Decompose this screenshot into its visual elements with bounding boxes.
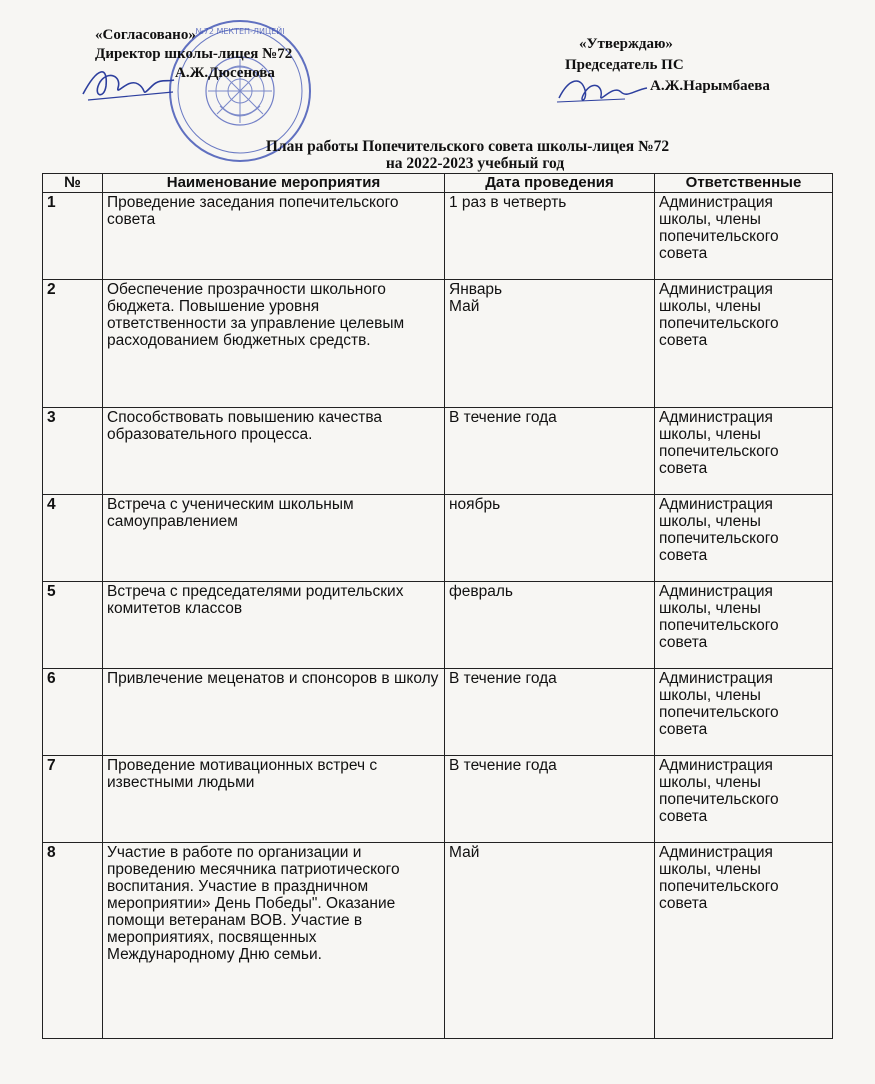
event-cell: Участие в работе по организации и проведению месячника патриотического воспитания. Участие в праздничном мероприятии» День Победы". Оказание помощи ветеранам ВОВ. Участие в мероприятиях, посвященных Международному Дню семьи. — [103, 843, 445, 1039]
date-cell: 1 раз в четверть — [445, 193, 655, 280]
table-row — [43, 495, 833, 582]
row-number: 8 — [43, 843, 103, 1039]
agreed-label: «Согласовано» — [95, 27, 196, 43]
responsible-cell: Администрация школы, члены попечительского совета — [655, 669, 833, 756]
event-cell: Привлечение меценатов и спонсоров в школу — [103, 669, 445, 756]
col-header-event: Наименование мероприятия — [103, 174, 445, 193]
responsible-cell: Администрация школы, члены попечительского совета — [655, 193, 833, 280]
row-number: 1 — [43, 193, 103, 280]
approved-position: Председатель ПС — [565, 57, 684, 73]
table-row — [43, 756, 833, 843]
date-cell-text: Январь Май — [449, 281, 503, 315]
table-row — [43, 408, 833, 495]
document-title — [0, 138, 875, 172]
responsible-cell: Администрация школы, члены попечительского совета — [655, 408, 833, 495]
approved-label: «Утверждаю» — [579, 36, 673, 52]
event-cell: Способствовать повышению качества образовательного процесса. — [103, 408, 445, 495]
event-cell: Обеспечение прозрачности школьного бюджета. Повышение уровня ответственности за управление целевым расходованием бюджетных средств. — [103, 280, 445, 408]
date-cell: февраль — [445, 582, 655, 669]
date-cell: Май — [445, 843, 655, 1039]
row-number: 7 — [43, 756, 103, 843]
col-header-responsible: Ответственные — [655, 174, 833, 193]
table-header-row — [43, 174, 833, 193]
date-cell: ноябрь — [445, 495, 655, 582]
stamp-text: №72 МЕКТЕП-ЛИЦЕЙІ — [195, 27, 285, 36]
responsible-cell: Администрация школы, члены попечительского совета — [655, 280, 833, 408]
agreed-position: Директор школы-лицея №72 — [95, 46, 293, 62]
table-row — [43, 669, 833, 756]
row-number: 6 — [43, 669, 103, 756]
table-row — [43, 193, 833, 280]
event-cell: Проведение заседания попечительского совета — [103, 193, 445, 280]
date-cell: В течение года — [445, 669, 655, 756]
row-number: 3 — [43, 408, 103, 495]
approved-block — [565, 34, 770, 97]
date-cell: В течение года — [445, 408, 655, 495]
date-cell: В течение года — [445, 756, 655, 843]
event-cell: Встреча с председателями родительских комитетов классов — [103, 582, 445, 669]
row-number: 5 — [43, 582, 103, 669]
approved-name: А.Ж.Нарымбаева — [650, 78, 770, 94]
table-row — [43, 843, 833, 1039]
responsible-cell: Администрация школы, члены попечительского совета — [655, 756, 833, 843]
agreed-name: А.Ж.Дюсенова — [175, 65, 275, 81]
agreed-block — [95, 26, 292, 83]
plan-table — [42, 173, 833, 1039]
col-header-date: Дата проведения — [445, 174, 655, 193]
table-row — [43, 280, 833, 408]
responsible-cell: Администрация школы, члены попечительского совета — [655, 495, 833, 582]
row-number: 4 — [43, 495, 103, 582]
responsible-cell: Администрация школы, члены попечительского совета — [655, 843, 833, 1039]
row-number: 2 — [43, 280, 103, 408]
responsible-cell: Администрация школы, члены попечительского совета — [655, 582, 833, 669]
table-row — [43, 582, 833, 669]
col-header-number: № — [43, 174, 103, 193]
date-cell — [445, 280, 655, 408]
title-line-2: на 2022-2023 учебный год — [385, 155, 565, 172]
title-line-1: План работы Попечительского совета школы-лицея №72 — [265, 138, 670, 155]
event-cell: Проведение мотивационных встреч с известными людьми — [103, 756, 445, 843]
event-cell: Встреча с ученическим школьным самоуправлением — [103, 495, 445, 582]
